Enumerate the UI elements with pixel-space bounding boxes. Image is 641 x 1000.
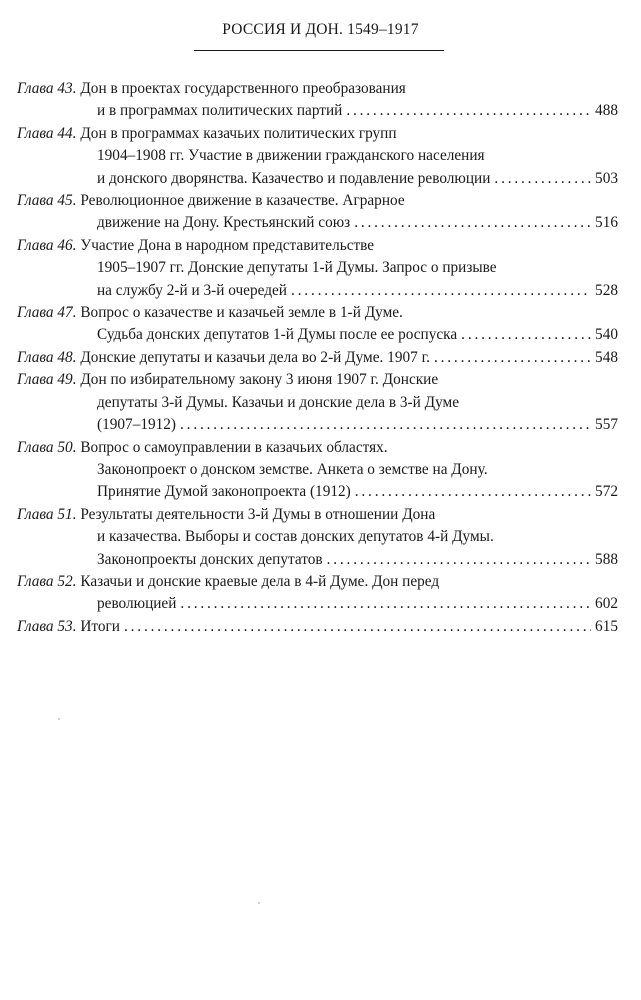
toc-entry [17, 302, 618, 347]
page-number: 488 [595, 102, 618, 120]
paper-speck [258, 902, 260, 904]
chapter-label: Глава 47. [17, 304, 77, 322]
dot-leader [494, 168, 591, 190]
chapter-title-text: Дон в программах казачьих политических групп [80, 124, 397, 142]
toc-line [17, 392, 618, 414]
page-number: 540 [595, 326, 618, 344]
toc-entry [17, 235, 618, 302]
chapter-label: Глава 52. [17, 572, 77, 590]
chapter-label: Глава 51. [17, 505, 77, 523]
chapter-label: Глава 46. [17, 236, 77, 254]
chapter-title-text: 1905–1907 гг. Донские депутаты 1-й Думы. Запрос о призыве [97, 259, 497, 277]
chapter-title-text: Донские депутаты и казачьи дела во 2-й Думе. 1907 г. [80, 348, 430, 366]
toc-line [17, 414, 618, 436]
chapter-title-text: и в программах политических партий [97, 102, 343, 120]
dot-leader [354, 212, 591, 234]
chapter-title-text: Участие Дона в народном представительстве [80, 236, 375, 254]
toc-entry [17, 437, 618, 504]
toc-line [17, 78, 618, 100]
chapter-title-text: движение на Дону. Крестьянский союз [97, 214, 351, 232]
page-number: 516 [595, 214, 618, 232]
chapter-title-text: Результаты деятельности 3-й Думы в отношении Дона [80, 505, 436, 523]
table-of-contents [17, 78, 618, 638]
toc-entry [17, 369, 618, 436]
chapter-title-text: (1907–1912) [97, 416, 177, 434]
chapter-title-text: на службу 2-й и 3-й очередей [97, 281, 287, 299]
header-rule [194, 50, 444, 51]
toc-entry [17, 78, 618, 123]
toc-line [17, 593, 618, 615]
chapter-label: Глава 48. [17, 348, 77, 366]
chapter-label: Глава 43. [17, 80, 77, 97]
chapter-title-text: Революционное движение в казачестве. Аграрное [80, 192, 405, 210]
chapter-title-text: революцией [97, 595, 177, 613]
toc-line [17, 616, 618, 638]
page-number: 548 [595, 348, 618, 366]
toc-line [17, 526, 618, 548]
chapter-title-text: и казачества. Выборы и состав донских депутатов 4-й Думы. [97, 528, 494, 546]
dot-leader [461, 324, 591, 346]
toc-line [17, 257, 618, 279]
chapter-label: Глава 44. [17, 124, 77, 142]
toc-entry [17, 123, 618, 190]
toc-line [17, 369, 618, 391]
running-head: РОССИЯ И ДОН. 1549–1917 [222, 21, 419, 38]
toc-line [17, 459, 618, 481]
toc-line [17, 123, 618, 145]
toc-line [17, 437, 618, 459]
chapter-label: Глава 45. [17, 192, 77, 210]
toc-entry [17, 347, 618, 369]
toc-line [17, 324, 618, 346]
chapter-label: Глава 53. [17, 617, 77, 635]
toc-line [17, 145, 618, 167]
chapter-title-text: Казачьи и донские краевые дела в 4-й Думе. Дон перед [80, 572, 440, 590]
chapter-title-text: Законопроекты донских депутатов [97, 550, 323, 568]
toc-entry [17, 616, 618, 638]
dot-leader [355, 481, 591, 503]
dot-leader [434, 347, 591, 369]
toc-line [17, 168, 618, 190]
toc-line [17, 100, 618, 122]
toc-entry [17, 190, 618, 235]
dot-leader [124, 616, 591, 638]
chapter-label: Глава 49. [17, 371, 77, 389]
chapter-title-text: Вопрос о казачестве и казачьей земле в 1-й Думе. [80, 304, 403, 322]
toc-entry [17, 571, 618, 616]
dot-leader [180, 593, 591, 615]
toc-line [17, 212, 618, 234]
chapter-title-text: 1904–1908 гг. Участие в движении гражданского населения [97, 147, 485, 165]
page-number: 572 [595, 483, 618, 501]
dot-leader [346, 100, 591, 122]
dot-leader [327, 549, 591, 571]
chapter-title-text: Дон в проектах государственного преобразования [80, 80, 406, 97]
page-number: 557 [595, 416, 618, 434]
toc-line [17, 190, 618, 212]
toc-line [17, 302, 618, 324]
dot-leader [291, 280, 591, 302]
toc-line [17, 504, 618, 526]
toc-entry [17, 504, 618, 571]
toc-line [17, 235, 618, 257]
chapter-label: Глава 50. [17, 438, 77, 456]
page-number: 528 [595, 281, 618, 299]
toc-line [17, 280, 618, 302]
chapter-title-text: Вопрос о самоуправлении в казачьих областях. [80, 438, 388, 456]
paper-speck [58, 718, 60, 720]
page-number: 602 [595, 595, 618, 613]
toc-line [17, 347, 618, 369]
dot-leader [180, 414, 591, 436]
chapter-title-text: Законопроект о донском земстве. Анкета о земстве на Дону. [97, 460, 488, 478]
chapter-title-text: депутаты 3-й Думы. Казачьи и донские дела в 3-й Думе [97, 393, 460, 411]
page-number: 503 [595, 169, 618, 187]
chapter-title-text: Итоги [80, 617, 120, 635]
chapter-title-text: Принятие Думой законопроекта (1912) [97, 483, 351, 501]
page-number: 588 [595, 550, 618, 568]
page-number: 615 [595, 617, 618, 635]
chapter-title-text: Дон по избирательному закону 3 июня 1907 г. Донские [80, 371, 439, 389]
chapter-title-text: и донского дворянства. Казачество и подавление революции [97, 169, 491, 187]
toc-line [17, 481, 618, 503]
chapter-title-text: Судьба донских депутатов 1-й Думы после ее роспуска [97, 326, 458, 344]
toc-line [17, 549, 618, 571]
toc-line [17, 571, 618, 593]
